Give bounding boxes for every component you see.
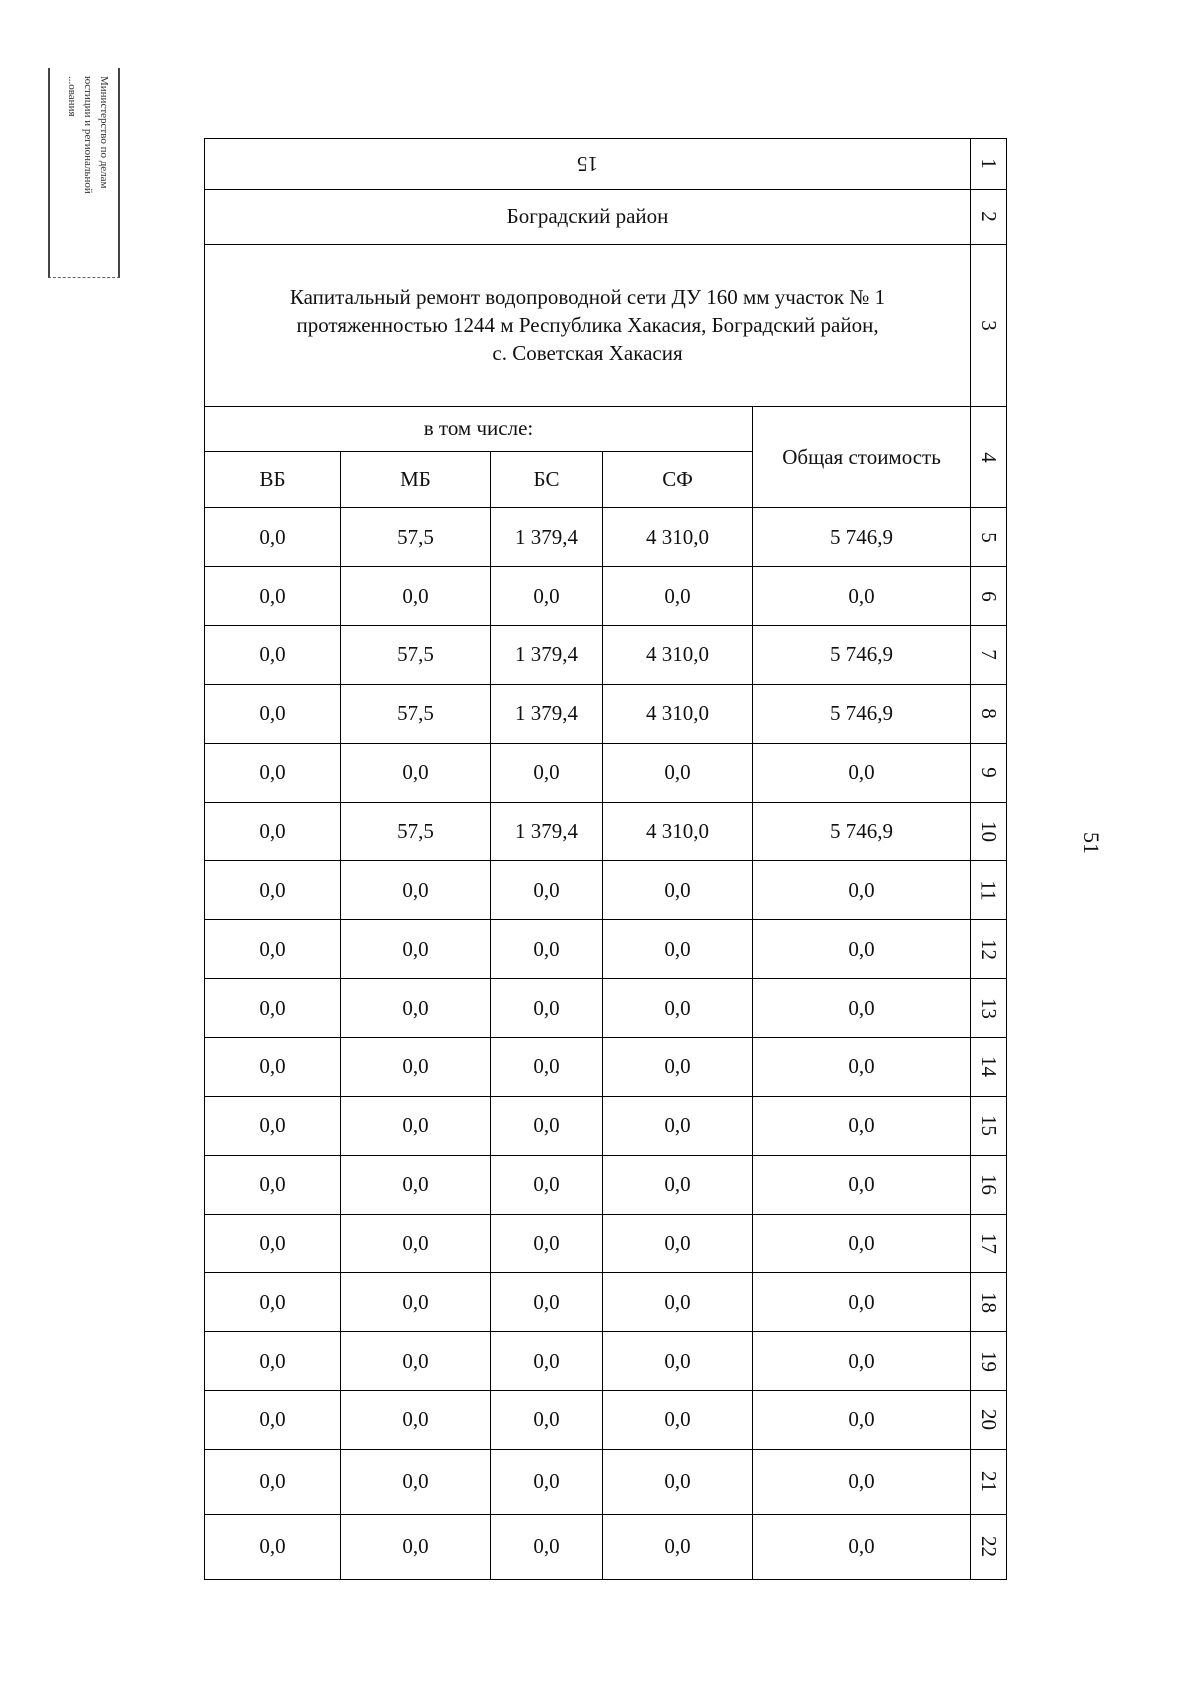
table-number-cell (205, 139, 971, 190)
cell-mb: 0,0 (341, 1514, 491, 1579)
cell-mb: 0,0 (341, 1037, 491, 1096)
including-row (205, 406, 1007, 451)
cell-sf: 4 310,0 (603, 802, 753, 861)
district-name: Боградский район (205, 189, 971, 244)
cell-mb: 0,0 (341, 861, 491, 920)
cell-mb: 0,0 (341, 979, 491, 1038)
cell-vb: 0,0 (205, 626, 341, 685)
cell-bs: 0,0 (491, 1332, 603, 1391)
table-row (205, 861, 1007, 920)
cell-sf: 0,0 (603, 1096, 753, 1155)
row-number: 11 (977, 880, 1002, 901)
row-number-cell (971, 1514, 1007, 1579)
table-row (205, 1037, 1007, 1096)
cell-sf: 0,0 (603, 1332, 753, 1391)
row-number: 13 (977, 997, 1002, 1019)
cell-vb: 0,0 (205, 684, 341, 743)
row-number-cell (971, 189, 1007, 244)
row-number-cell (971, 1214, 1007, 1273)
cell-total: 0,0 (753, 1391, 971, 1450)
row-number: 14 (977, 1056, 1002, 1078)
cell-vb: 0,0 (205, 802, 341, 861)
table-row (205, 1514, 1007, 1579)
cell-mb: 57,5 (341, 626, 491, 685)
cell-total: 5 746,9 (753, 802, 971, 861)
cell-mb: 57,5 (341, 802, 491, 861)
row-number: 19 (977, 1350, 1002, 1372)
cell-vb: 0,0 (205, 1273, 341, 1332)
cell-total: 0,0 (753, 1332, 971, 1391)
cell-total: 5 746,9 (753, 626, 971, 685)
cell-bs: 0,0 (491, 1391, 603, 1450)
stamp-line-1: Министерство по делам (98, 76, 110, 189)
cell-mb: 57,5 (341, 508, 491, 567)
table-row (205, 1332, 1007, 1391)
cell-sf: 0,0 (603, 1273, 753, 1332)
cell-bs: 1 379,4 (491, 684, 603, 743)
budget-table (204, 138, 1007, 1580)
row-number: 9 (977, 767, 1002, 778)
project-description (205, 244, 971, 406)
total-label: Общая стоимость (753, 406, 971, 507)
cell-mb: 57,5 (341, 684, 491, 743)
cell-sf: 0,0 (603, 1037, 753, 1096)
row-number: 2 (977, 211, 1002, 222)
cell-bs: 0,0 (491, 1449, 603, 1514)
stamp-line-2: юстиции и региональной (82, 76, 94, 194)
row-number-cell (971, 1096, 1007, 1155)
table-row (205, 684, 1007, 743)
row-number-cell (971, 684, 1007, 743)
cell-mb: 0,0 (341, 1096, 491, 1155)
row-number-cell (971, 1332, 1007, 1391)
cell-vb: 0,0 (205, 1037, 341, 1096)
cell-total: 5 746,9 (753, 508, 971, 567)
column-header-bs: БС (491, 451, 603, 508)
cell-sf: 0,0 (603, 979, 753, 1038)
table-row (205, 920, 1007, 979)
registration-stamp (48, 68, 120, 278)
cell-sf: 4 310,0 (603, 626, 753, 685)
column-header-vb: ВБ (205, 451, 341, 508)
cell-sf: 4 310,0 (603, 508, 753, 567)
row-number: 20 (977, 1409, 1002, 1431)
cell-vb: 0,0 (205, 1096, 341, 1155)
cell-sf: 0,0 (603, 567, 753, 626)
cell-bs: 0,0 (491, 1273, 603, 1332)
row-number-cell (971, 626, 1007, 685)
row-number: 3 (977, 319, 1002, 331)
cell-mb: 0,0 (341, 567, 491, 626)
row-number: 7 (977, 649, 1002, 661)
row-number-cell (971, 861, 1007, 920)
cell-bs: 0,0 (491, 1096, 603, 1155)
cell-vb: 0,0 (205, 1155, 341, 1214)
row-number-cell (971, 979, 1007, 1038)
row-number-cell (971, 1391, 1007, 1450)
cell-bs: 1 379,4 (491, 626, 603, 685)
cell-bs: 0,0 (491, 567, 603, 626)
page-number: 51 (1079, 832, 1104, 854)
cell-total: 0,0 (753, 1214, 971, 1273)
cell-mb: 0,0 (341, 1449, 491, 1514)
cell-sf: 0,0 (603, 861, 753, 920)
table-row (205, 1273, 1007, 1332)
row-number: 21 (977, 1471, 1002, 1493)
row-number: 1 (977, 158, 1002, 170)
row-number-cell (971, 567, 1007, 626)
row-number-cell (971, 802, 1007, 861)
table-number: 15 (577, 152, 599, 177)
cell-total: 0,0 (753, 567, 971, 626)
cell-bs: 0,0 (491, 979, 603, 1038)
row-number: 15 (977, 1115, 1002, 1137)
cell-total: 0,0 (753, 1155, 971, 1214)
table-row (205, 1391, 1007, 1450)
project-line-1: Капитальный ремонт водопроводной сети ДУ 160 мм участок № 1 (289, 285, 886, 310)
cell-bs: 0,0 (491, 1155, 603, 1214)
row-number-cell (971, 743, 1007, 802)
cell-mb: 0,0 (341, 1332, 491, 1391)
table-number-row (205, 139, 1007, 190)
cell-bs: 1 379,4 (491, 508, 603, 567)
table-row (205, 1096, 1007, 1155)
column-header-sf: СФ (603, 451, 753, 508)
row-number: 8 (977, 708, 1002, 720)
cell-bs: 1 379,4 (491, 802, 603, 861)
stamp-line-3: ...ования (66, 76, 78, 117)
project-line-2: протяженностью 1244 м Республика Хакасия, Боградский район, (296, 313, 879, 338)
cell-vb: 0,0 (205, 1449, 341, 1514)
table-row (205, 1214, 1007, 1273)
row-number: 16 (977, 1174, 1002, 1196)
including-label: в том числе: (205, 406, 753, 451)
table-row (205, 743, 1007, 802)
row-number-cell (971, 508, 1007, 567)
cell-bs: 0,0 (491, 920, 603, 979)
cell-mb: 0,0 (341, 1214, 491, 1273)
row-number: 18 (977, 1291, 1002, 1313)
cell-mb: 0,0 (341, 1155, 491, 1214)
row-number: 10 (977, 821, 1002, 843)
cell-vb: 0,0 (205, 1514, 341, 1579)
district-row (205, 189, 1007, 244)
row-number-cell (971, 1449, 1007, 1514)
table-row (205, 626, 1007, 685)
row-number-cell (971, 1155, 1007, 1214)
cell-total: 0,0 (753, 1514, 971, 1579)
row-number: 4 (977, 451, 1002, 463)
table-row (205, 567, 1007, 626)
project-line-3: с. Советская Хакасия (492, 341, 683, 366)
data-rows (205, 508, 1007, 1580)
row-number-cell (971, 1037, 1007, 1096)
project-row (205, 244, 1007, 406)
table-row (205, 802, 1007, 861)
table-row (205, 1155, 1007, 1214)
cell-total: 0,0 (753, 1273, 971, 1332)
cell-vb: 0,0 (205, 567, 341, 626)
cell-vb: 0,0 (205, 1214, 341, 1273)
row-number: 5 (977, 532, 1002, 543)
cell-vb: 0,0 (205, 743, 341, 802)
cell-bs: 0,0 (491, 861, 603, 920)
cell-bs: 0,0 (491, 743, 603, 802)
table-row (205, 1449, 1007, 1514)
cell-vb: 0,0 (205, 979, 341, 1038)
row-number-cell (971, 139, 1007, 190)
cell-sf: 0,0 (603, 920, 753, 979)
row-number: 6 (977, 590, 1002, 602)
cell-vb: 0,0 (205, 508, 341, 567)
cell-sf: 4 310,0 (603, 684, 753, 743)
cell-sf: 0,0 (603, 1449, 753, 1514)
table-row (205, 508, 1007, 567)
column-header-mb: МБ (341, 451, 491, 508)
cell-vb: 0,0 (205, 861, 341, 920)
cell-total: 0,0 (753, 861, 971, 920)
cell-bs: 0,0 (491, 1037, 603, 1096)
cell-total: 0,0 (753, 1037, 971, 1096)
cell-sf: 0,0 (603, 1514, 753, 1579)
row-number-cell (971, 1273, 1007, 1332)
cell-bs: 0,0 (491, 1214, 603, 1273)
cell-sf: 0,0 (603, 1155, 753, 1214)
cell-mb: 0,0 (341, 1273, 491, 1332)
cell-vb: 0,0 (205, 1332, 341, 1391)
cell-mb: 0,0 (341, 743, 491, 802)
cell-total: 0,0 (753, 743, 971, 802)
row-number-cell (971, 244, 1007, 406)
cell-mb: 0,0 (341, 1391, 491, 1450)
cell-total: 0,0 (753, 1096, 971, 1155)
cell-sf: 0,0 (603, 743, 753, 802)
cell-total: 5 746,9 (753, 684, 971, 743)
cell-bs: 0,0 (491, 1514, 603, 1579)
cell-vb: 0,0 (205, 1391, 341, 1450)
row-number-cell (971, 920, 1007, 979)
table-row (205, 979, 1007, 1038)
row-number: 17 (977, 1232, 1002, 1254)
cell-vb: 0,0 (205, 920, 341, 979)
cell-total: 0,0 (753, 979, 971, 1038)
cell-mb: 0,0 (341, 920, 491, 979)
cell-sf: 0,0 (603, 1391, 753, 1450)
row-number-cell (971, 406, 1007, 507)
cell-total: 0,0 (753, 1449, 971, 1514)
cell-sf: 0,0 (603, 1214, 753, 1273)
cell-total: 0,0 (753, 920, 971, 979)
row-number: 22 (977, 1536, 1002, 1558)
row-number: 12 (977, 938, 1002, 960)
